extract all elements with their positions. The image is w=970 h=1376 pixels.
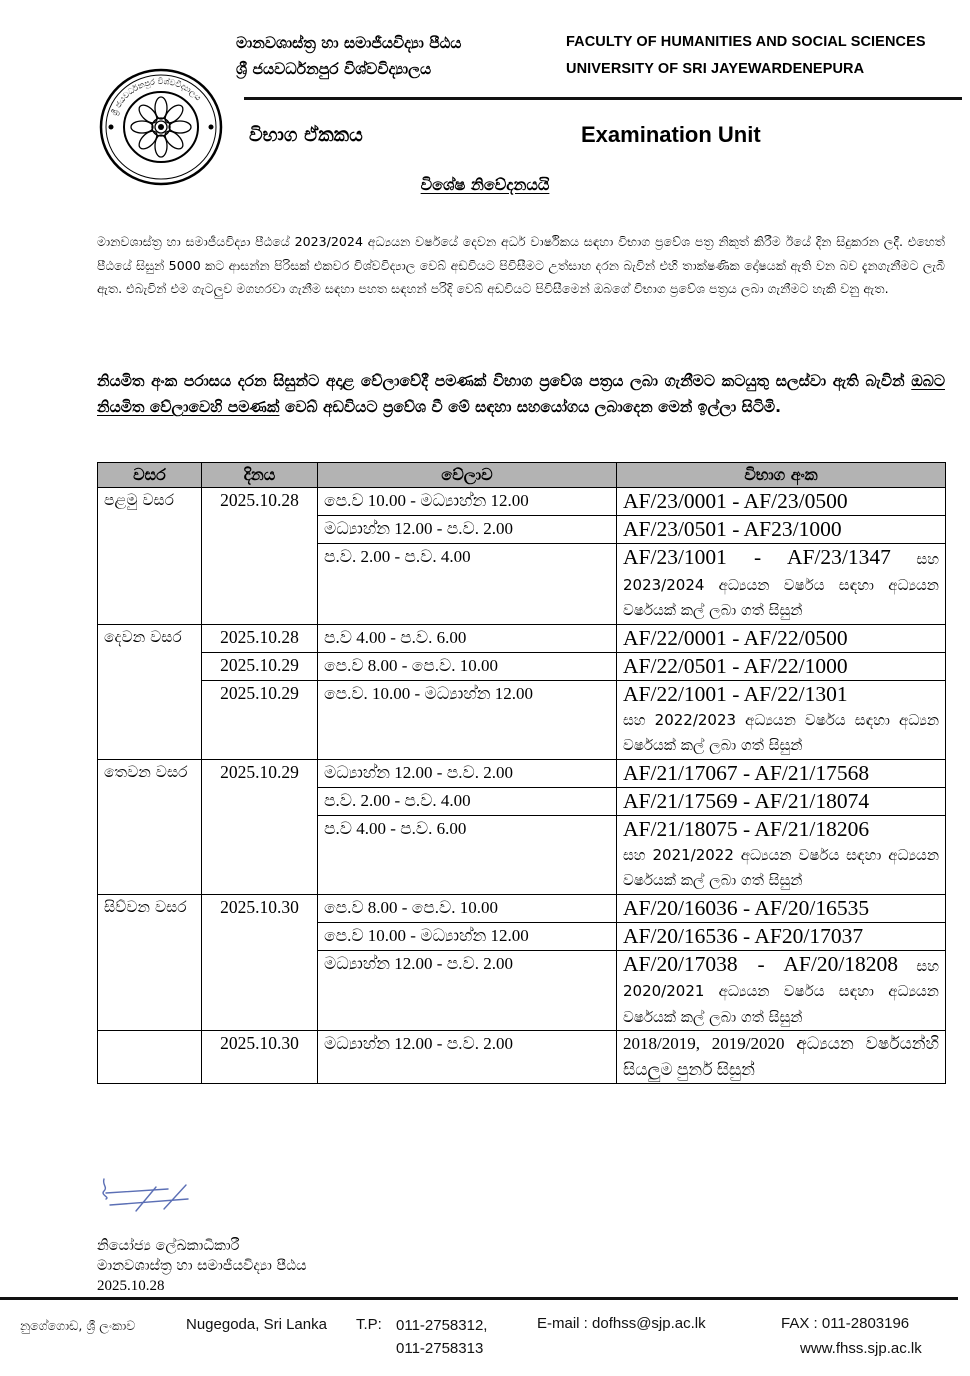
index-range: AF/20/16036 - AF/20/16535 [623,895,870,920]
header-date: දිනය [202,463,318,488]
index-cell [617,516,946,544]
signatory-faculty: මානවශාස්ත්‍ර හා සමාජීයවිද්‍යා පීඨය [97,1258,307,1274]
time-cell: ප.ව. 2.00 - ප.ව. 4.00 [318,787,617,815]
time-cell: ප.ව. 2.00 - ප.ව. 4.00 [318,544,617,625]
date-cell: 2025.10.28 [202,624,318,652]
year-cell: පළමු වසර [98,488,202,625]
signatory-block [97,1236,307,1296]
time-cell: මධ්‍යාහ්න 12.00 - ප.ව. 2.00 [318,516,617,544]
index-note: සහ 2023/2024 අධ්‍යයන වර්ෂය සඳහා අධ්‍යයන වර්ෂයක් කල් ලබා ගත් සිසුන් [623,550,940,619]
footer-website[interactable]: www.fhss.sjp.ac.lk [800,1340,922,1357]
time-cell: මධ්‍යාහ්න 12.00 - ප.ව. 2.00 [318,1031,617,1084]
footer-divider [0,1297,958,1300]
index-range: AF/20/16536 - AF20/17037 [623,923,864,948]
notice-paragraph: මානවශාස්ත්‍ර හා සමාජීයවිද්‍යා පීඨයේ 2023/2024 අධ්‍යයන වර්ෂයේ දෙවන අර්ධ වාර්ෂිකය සඳහා විභාග ප්‍රවේශ පත්‍ර නිකුත් කිරීම ඊයේ දින සිදුකරන ලදී. එහෙත් පීඨයේ සිසුන් 5000 කට ආසන්න පිරිසක් එකවර විශ්වවිද්‍යාල වෙබ් අඩවියට පිවිසීමට උත්සාහ දරන බැවින් එහි තාක්ෂණික දෝෂයක් ඇති වන බව දැනගැනීමට ලැබී ඇත. එබැවින් එම ගැටලුව මගහරවා ගැනීම සඳහා පහත සඳහන් පරිදි වෙබ් අඩවියට පිවිසීමෙන් ඔබගේ විභාග ප්‍රවේශ පත්‍රය ලබා ගැනීමට හැකි වනු ඇත. [97,234,945,297]
header-divider [244,97,962,100]
schedule-table [97,462,946,1084]
year-cell [98,1031,202,1084]
date-cell: 2025.10.30 [202,1031,318,1084]
footer-phone-1: 011-2758312, [396,1317,488,1334]
header-index-numbers: විභාග අංක [617,463,946,488]
handwritten-signature [96,1175,206,1215]
index-range: AF/21/17067 - AF/21/17568 [623,760,870,785]
index-range: AF/22/0001 - AF/22/0500 [623,625,848,650]
university-name-english: UNIVERSITY OF SRI JAYEWARDENEPURA [566,61,865,77]
faculty-name-english: FACULTY OF HUMANITIES AND SOCIAL SCIENCES [566,34,926,50]
table-row [98,488,946,516]
year-cell: සිව්වන වසර [98,894,202,1031]
signatory-date: 2025.10.28 [97,1278,165,1294]
time-cell: ප.ව 4.00 - ප.ව. 6.00 [318,815,617,894]
index-cell [617,652,946,680]
footer-fax: FAX : 011-2803196 [781,1315,910,1332]
index-cell [617,922,946,950]
table-row [98,624,946,652]
index-range: AF/20/17038 - AF/20/18208 [623,951,899,976]
time-cell: පෙ.ව. 10.00 - මධ්‍යාහ්න 12.00 [318,680,617,759]
index-cell [617,488,946,516]
date-cell: 2025.10.29 [202,652,318,680]
instruction-part-1: නියමිත අංක පරාසය දරන සිසුන්ට අදාළ වේලාවේදී පමණක් විභාග ප්‍රවේශ පත්‍රය ලබා ගැනීමට කටයුතු සලස්වා ඇති බැවින් [97,372,912,390]
university-name-sinhala: ශ්‍රී ජයවර්ධනපුර විශ්වවිද්‍යාලය [236,60,432,78]
footer-address-english: Nugegoda, Sri Lanka [186,1316,327,1333]
table-header-row [98,463,946,488]
footer-phone-2: 011-2758313 [396,1340,484,1357]
index-cell [617,759,946,787]
footer-email[interactable]: E-mail : dofhss@sjp.ac.lk [537,1315,706,1332]
university-seal-logo [99,68,223,186]
time-cell: ප.ව 4.00 - ප.ව. 6.00 [318,624,617,652]
year-cell: තෙවන වසර [98,759,202,894]
index-range: AF/23/0001 - AF/23/0500 [623,489,848,513]
date-cell: 2025.10.28 [202,488,318,625]
index-cell [617,815,946,894]
index-range: AF/22/1001 - AF/22/1301 [623,681,848,706]
footer-phone-label: T.P: [356,1316,382,1333]
index-note: සහ 2022/2023 අධ්‍යයන වර්ෂය සඳහා අධ්‍යන වර්ෂයක් කල් ලබා ගත් සිසුන් [623,710,939,754]
date-cell: 2025.10.29 [202,759,318,894]
time-cell: පෙ.ව 8.00 - පෙ.ව. 10.00 [318,652,617,680]
index-cell [617,894,946,922]
notice-title [0,175,970,195]
index-range: AF/23/0501 - AF23/1000 [623,517,842,541]
notice-title-text: විශේෂ නිවේදනයයි [420,175,550,194]
table-row-repeat-students [98,1031,946,1084]
table-row [98,652,946,680]
notice-instruction [97,368,945,420]
instruction-part-2: වෙබ් අඩවියට ප්‍රවේශ වී මේ සඳහා සහයෝගය ලබාදෙන මෙන් ඉල්ලා සිටිමි. [279,398,781,416]
unit-name-sinhala: විභාග ඒකකය [249,124,363,146]
index-cell [617,680,946,759]
index-range: AF/21/18075 - AF/21/18206 [623,816,870,841]
index-note: සහ 2020/2021 අධ්‍යයන වර්ෂය සඳහා අධ්‍යයන වර්ෂයක් කල් ලබා ගත් සිසුන් [623,956,939,1026]
instruction-emphasis: ඔබට නියමිත වේලාවෙහි පමණක් [97,372,945,416]
index-range: AF/23/1001 - AF/23/1347 [623,545,891,569]
index-cell [617,624,946,652]
table-row [98,759,946,787]
index-range: AF/22/0501 - AF/22/1000 [623,653,848,678]
index-note: සහ 2021/2022 අධ්‍යයන වර්ෂය සඳහා අධ්‍යයන වර්ෂයක් කල් ලබා ගත් සිසුන් [623,845,939,889]
date-cell: 2025.10.29 [202,680,318,759]
seal-text: ශ්‍රී ජයවර්ධනපුර විශ්වවිද්‍යාලය [109,76,203,117]
time-cell: මධ්‍යාහ්න 12.00 - ප.ව. 2.00 [318,950,617,1031]
date-cell: 2025.10.30 [202,894,318,1031]
time-cell: පෙ.ව 8.00 - පෙ.ව. 10.00 [318,894,617,922]
unit-name-english: Examination Unit [581,122,761,147]
faculty-name-sinhala: මානවශාස්ත්‍ර හා සමාජීයවිද්‍යා පීඨය [236,34,462,52]
time-cell: පෙ.ව 10.00 - මධ්‍යාහ්න 12.00 [318,922,617,950]
footer-address-sinhala: නුගේගොඩ, ශ්‍රී ලංකාව [20,1318,136,1333]
index-range: AF/21/17569 - AF/21/18074 [623,788,870,813]
table-row [98,894,946,922]
table-row [98,680,946,759]
index-cell [617,544,946,625]
index-cell: 2018/2019, 2019/2020 අධ්‍යයන වර්ෂයන්හි සියලුම පුනර් සිසුන් [617,1031,946,1084]
index-cell [617,950,946,1031]
year-cell: දෙවන වසර [98,624,202,759]
time-cell: මධ්‍යාහ්න 12.00 - ප.ව. 2.00 [318,759,617,787]
header-year: වසර [98,463,202,488]
time-cell: පෙ.ව 10.00 - මධ්‍යාහ්න 12.00 [318,488,617,516]
index-cell [617,787,946,815]
header-time: වේලාව [318,463,617,488]
signatory-title: නියෝජ්‍ය ලේඛකාධිකාරී [97,1238,240,1254]
